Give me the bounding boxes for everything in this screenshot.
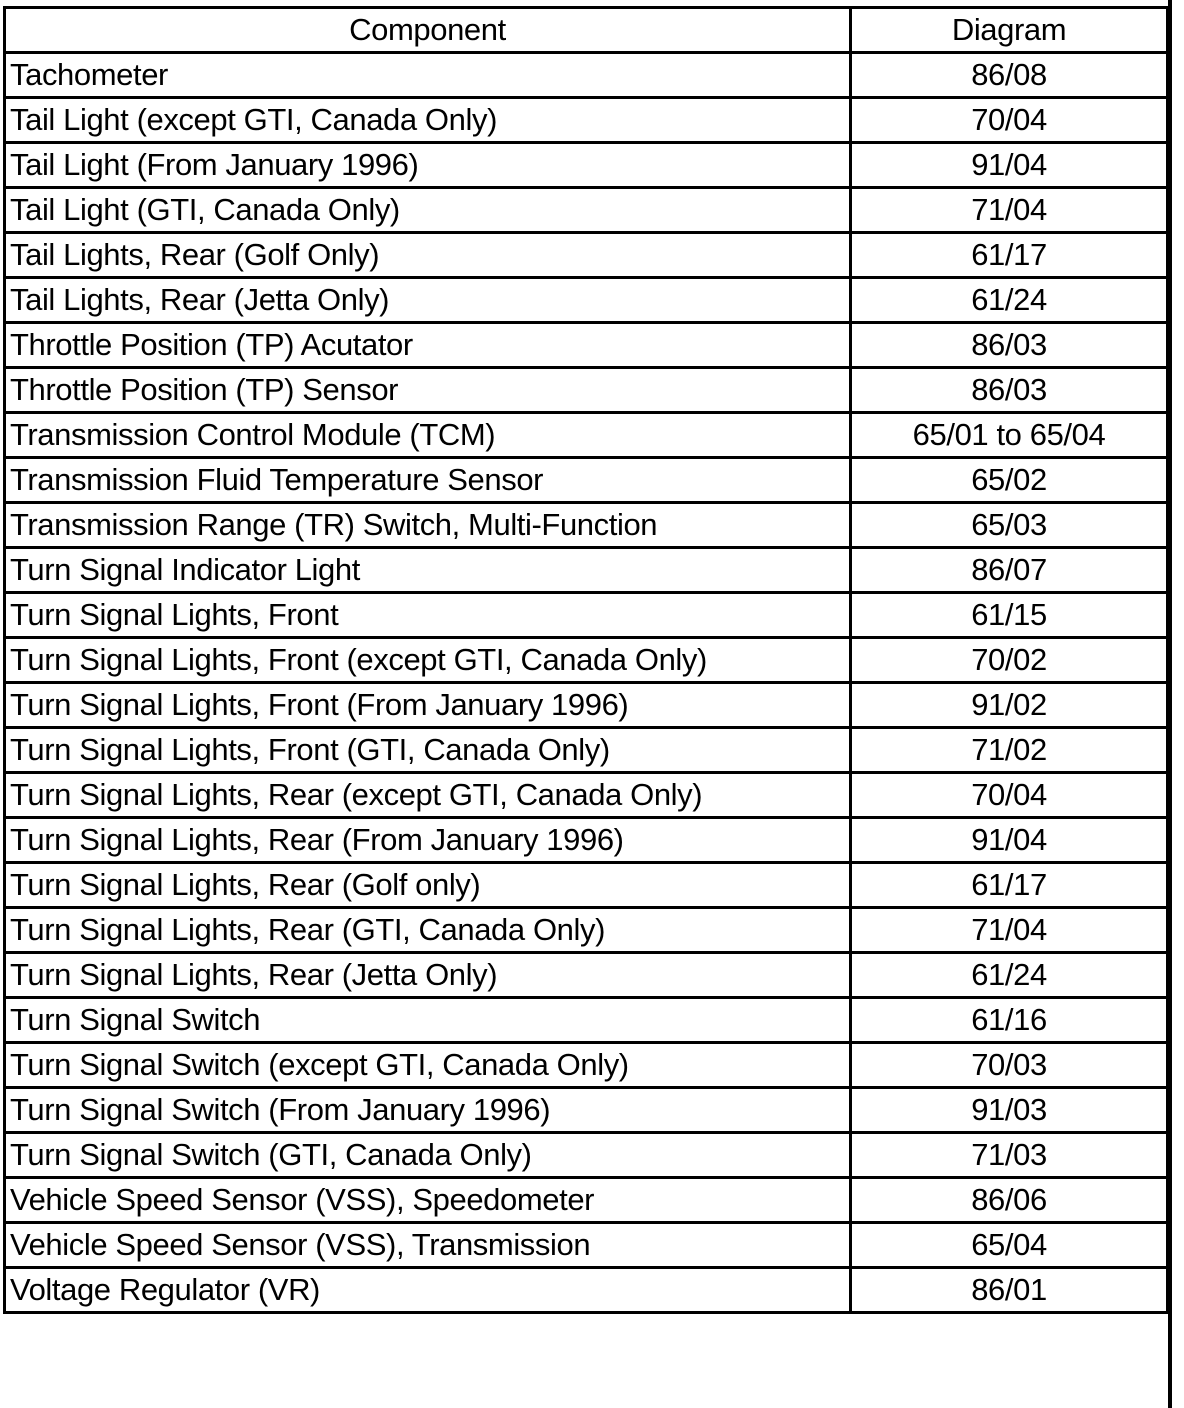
table-row	[5, 1043, 1168, 1088]
diagram-cell: 86/08	[851, 53, 1168, 98]
diagram-cell: 70/02	[851, 638, 1168, 683]
table-row	[5, 323, 1168, 368]
diagram-cell: 86/06	[851, 1178, 1168, 1223]
table-row	[5, 548, 1168, 593]
diagram-cell: 61/16	[851, 998, 1168, 1043]
table-header-row	[5, 8, 1168, 53]
diagram-cell: 70/03	[851, 1043, 1168, 1088]
diagram-cell: 86/01	[851, 1268, 1168, 1313]
table-row	[5, 683, 1168, 728]
diagram-cell: 61/15	[851, 593, 1168, 638]
component-cell: Turn Signal Switch (From January 1996)	[5, 1088, 851, 1133]
component-cell: Turn Signal Indicator Light	[5, 548, 851, 593]
table-row	[5, 98, 1168, 143]
component-cell: Transmission Fluid Temperature Sensor	[5, 458, 851, 503]
component-cell: Turn Signal Lights, Rear (Jetta Only)	[5, 953, 851, 998]
diagram-cell: 65/01 to 65/04	[851, 413, 1168, 458]
table-row	[5, 818, 1168, 863]
diagram-cell: 61/24	[851, 278, 1168, 323]
diagram-cell: 61/17	[851, 233, 1168, 278]
diagram-cell: 86/03	[851, 323, 1168, 368]
diagram-cell: 71/04	[851, 908, 1168, 953]
diagram-cell: 86/07	[851, 548, 1168, 593]
table-row	[5, 278, 1168, 323]
table-row	[5, 368, 1168, 413]
component-cell: Transmission Range (TR) Switch, Multi-Function	[5, 503, 851, 548]
component-cell: Transmission Control Module (TCM)	[5, 413, 851, 458]
component-cell: Tail Light (From January 1996)	[5, 143, 851, 188]
diagram-cell: 61/24	[851, 953, 1168, 998]
table-row	[5, 1178, 1168, 1223]
table-row	[5, 638, 1168, 683]
diagram-cell: 65/04	[851, 1223, 1168, 1268]
diagram-cell: 70/04	[851, 98, 1168, 143]
table-row	[5, 773, 1168, 818]
table-row	[5, 143, 1168, 188]
component-cell: Throttle Position (TP) Sensor	[5, 368, 851, 413]
table-row	[5, 1088, 1168, 1133]
table-row	[5, 188, 1168, 233]
component-cell: Throttle Position (TP) Acutator	[5, 323, 851, 368]
component-cell: Vehicle Speed Sensor (VSS), Speedometer	[5, 1178, 851, 1223]
diagram-cell: 91/04	[851, 818, 1168, 863]
component-cell: Turn Signal Lights, Front (except GTI, Canada Only)	[5, 638, 851, 683]
component-cell: Turn Signal Lights, Rear (From January 1996)	[5, 818, 851, 863]
component-diagram-table	[3, 6, 1169, 1314]
component-cell: Tail Light (GTI, Canada Only)	[5, 188, 851, 233]
diagram-cell: 91/02	[851, 683, 1168, 728]
component-cell: Vehicle Speed Sensor (VSS), Transmission	[5, 1223, 851, 1268]
column-header-diagram: Diagram	[851, 8, 1168, 53]
diagram-cell: 71/03	[851, 1133, 1168, 1178]
diagram-cell: 61/17	[851, 863, 1168, 908]
table-row	[5, 728, 1168, 773]
component-cell: Turn Signal Switch (GTI, Canada Only)	[5, 1133, 851, 1178]
diagram-cell: 91/03	[851, 1088, 1168, 1133]
diagram-cell: 70/04	[851, 773, 1168, 818]
table-row	[5, 1268, 1168, 1313]
table-row	[5, 863, 1168, 908]
component-cell: Tachometer	[5, 53, 851, 98]
table-row	[5, 1133, 1168, 1178]
diagram-cell: 91/04	[851, 143, 1168, 188]
diagram-cell: 71/04	[851, 188, 1168, 233]
table-row	[5, 233, 1168, 278]
component-cell: Voltage Regulator (VR)	[5, 1268, 851, 1313]
table-body	[5, 53, 1168, 1313]
diagram-cell: 65/03	[851, 503, 1168, 548]
table-row	[5, 593, 1168, 638]
component-cell: Turn Signal Lights, Rear (except GTI, Canada Only)	[5, 773, 851, 818]
diagram-cell: 65/02	[851, 458, 1168, 503]
table-row	[5, 413, 1168, 458]
table-row	[5, 1223, 1168, 1268]
table-row	[5, 953, 1168, 998]
component-cell: Tail Lights, Rear (Golf Only)	[5, 233, 851, 278]
diagram-cell: 86/03	[851, 368, 1168, 413]
diagram-cell: 71/02	[851, 728, 1168, 773]
table-row	[5, 458, 1168, 503]
table-row	[5, 503, 1168, 548]
component-cell: Turn Signal Switch	[5, 998, 851, 1043]
table-row	[5, 908, 1168, 953]
component-cell: Turn Signal Switch (except GTI, Canada Only)	[5, 1043, 851, 1088]
column-header-component: Component	[5, 8, 851, 53]
component-cell: Turn Signal Lights, Front (From January 1996)	[5, 683, 851, 728]
component-cell: Tail Light (except GTI, Canada Only)	[5, 98, 851, 143]
component-cell: Turn Signal Lights, Front (GTI, Canada Only)	[5, 728, 851, 773]
table-row	[5, 53, 1168, 98]
component-cell: Turn Signal Lights, Rear (Golf only)	[5, 863, 851, 908]
table-row	[5, 998, 1168, 1043]
component-cell: Turn Signal Lights, Rear (GTI, Canada Only)	[5, 908, 851, 953]
component-cell: Tail Lights, Rear (Jetta Only)	[5, 278, 851, 323]
component-cell: Turn Signal Lights, Front	[5, 593, 851, 638]
